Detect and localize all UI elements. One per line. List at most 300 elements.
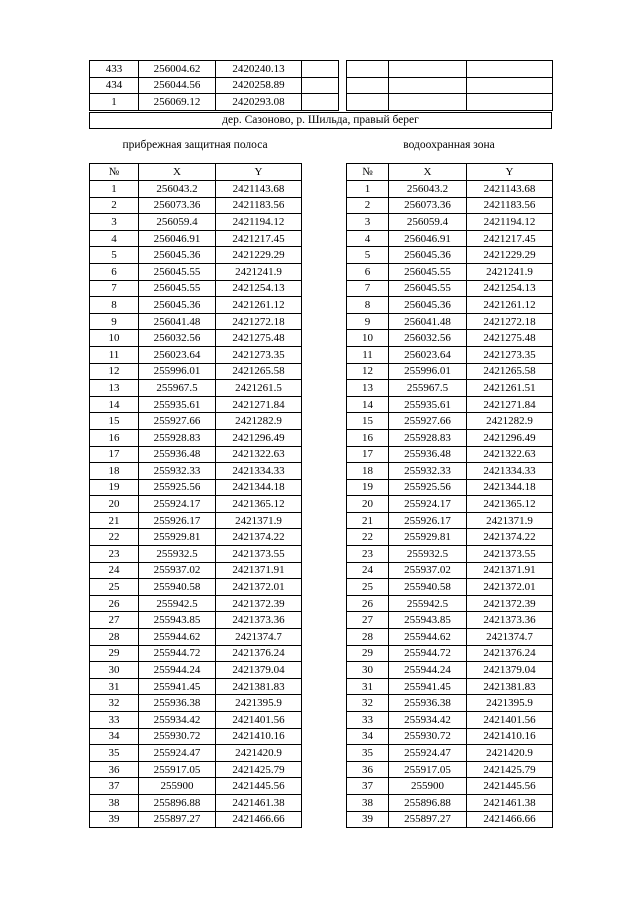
point-number-cell: 39: [90, 811, 139, 828]
x-coordinate-cell: 256041.48: [389, 313, 467, 330]
point-number-cell: 19: [90, 479, 139, 496]
x-coordinate-cell: 255928.83: [139, 429, 216, 446]
y-coordinate-cell: 2421401.56: [216, 712, 302, 729]
y-coordinate-cell: 2421261.12: [467, 297, 553, 314]
table-row: [347, 214, 553, 231]
y-coordinate-cell: 2421420.9: [467, 745, 553, 762]
x-coordinate-cell: 255924.47: [389, 745, 467, 762]
point-number-cell: 15: [347, 413, 389, 430]
x-coordinate-cell: 255928.83: [389, 429, 467, 446]
table-row: [90, 77, 339, 94]
x-coordinate-cell: 255926.17: [139, 512, 216, 529]
point-number-cell: 18: [347, 463, 389, 480]
empty-cell: [467, 61, 553, 78]
table-row: [347, 728, 553, 745]
point-number-cell: 20: [90, 496, 139, 513]
x-coordinate-cell: 255929.81: [139, 529, 216, 546]
point-number-cell: 26: [347, 595, 389, 612]
table-row: [90, 745, 302, 762]
y-coordinate-cell: 2421425.79: [216, 761, 302, 778]
empty-cell: [389, 94, 467, 111]
point-number-cell: 10: [347, 330, 389, 347]
point-number-cell: 17: [347, 446, 389, 463]
x-coordinate-cell: 256023.64: [139, 346, 216, 363]
x-coordinate-cell: 255934.42: [389, 712, 467, 729]
table-row: [347, 429, 553, 446]
y-coordinate-cell: 2421322.63: [216, 446, 302, 463]
point-number-cell: 16: [90, 429, 139, 446]
table-row: [90, 313, 302, 330]
table-row: [347, 463, 553, 480]
x-coordinate-cell: 256043.2: [389, 181, 467, 198]
x-coordinate-cell: 255942.5: [139, 595, 216, 612]
y-coordinate-cell: 2420293.08: [216, 94, 302, 111]
point-number-cell: 39: [347, 811, 389, 828]
x-coordinate-cell: 255936.48: [139, 446, 216, 463]
y-coordinate-cell: 2421282.9: [216, 413, 302, 430]
y-coordinate-cell: 2421322.63: [467, 446, 553, 463]
y-coordinate-cell: 2421365.12: [216, 496, 302, 513]
x-coordinate-cell: 255917.05: [389, 761, 467, 778]
x-coordinate-cell: 255932.33: [389, 463, 467, 480]
y-coordinate-cell: 2421194.12: [467, 214, 553, 231]
table-row: [90, 61, 339, 78]
table-row: [90, 247, 302, 264]
point-number-cell: 5: [90, 247, 139, 264]
point-number-cell: 10: [90, 330, 139, 347]
y-coordinate-cell: 2421410.16: [467, 728, 553, 745]
y-coordinate-cell: 2421410.16: [216, 728, 302, 745]
point-number-cell: 29: [90, 645, 139, 662]
table-row: [90, 197, 302, 214]
y-coordinate-cell: 2421381.83: [467, 678, 553, 695]
table-row: [347, 695, 553, 712]
y-coordinate-cell: 2421273.35: [467, 346, 553, 363]
y-coordinate-cell: 2421296.49: [467, 429, 553, 446]
table-row: [347, 761, 553, 778]
y-coordinate-cell: 2421420.9: [216, 745, 302, 762]
point-number-cell: 15: [90, 413, 139, 430]
point-number-cell: 35: [347, 745, 389, 762]
y-coordinate-cell: 2421143.68: [216, 181, 302, 198]
table-row: [90, 629, 302, 646]
point-number-cell: 25: [347, 579, 389, 596]
y-coordinate-cell: 2421373.55: [216, 546, 302, 563]
table-row: [90, 330, 302, 347]
y-coordinate-cell: 2421254.13: [216, 280, 302, 297]
table-row: [347, 479, 553, 496]
point-number-cell: 33: [347, 712, 389, 729]
table-row: [90, 728, 302, 745]
x-coordinate-cell: 255925.56: [389, 479, 467, 496]
top-left-table: [89, 60, 339, 111]
table-row: [90, 363, 302, 380]
y-coordinate-cell: 2421217.45: [467, 230, 553, 247]
point-number-cell: 14: [90, 396, 139, 413]
point-number-cell: 28: [90, 629, 139, 646]
point-number-cell: 18: [90, 463, 139, 480]
x-coordinate-cell: 255900: [389, 778, 467, 795]
y-coordinate-cell: 2421229.29: [216, 247, 302, 264]
point-number-cell: 16: [347, 429, 389, 446]
empty-cell: [467, 77, 553, 94]
water-protection-zone-table: [346, 163, 553, 828]
point-number-cell: 8: [90, 297, 139, 314]
x-coordinate-cell: 255944.62: [139, 629, 216, 646]
x-coordinate-cell: 255924.17: [389, 496, 467, 513]
left-header-row: [90, 164, 302, 181]
table-row: [347, 811, 553, 828]
table-row: [90, 280, 302, 297]
x-coordinate-cell: 255937.02: [139, 562, 216, 579]
x-coordinate-cell: 255941.45: [389, 678, 467, 695]
y-coordinate-cell: 2421381.83: [216, 678, 302, 695]
table-row: [347, 546, 553, 563]
table-row: [90, 396, 302, 413]
y-coordinate-cell: 2421275.48: [216, 330, 302, 347]
point-number-cell: 11: [90, 346, 139, 363]
y-coordinate-cell: 2421271.84: [216, 396, 302, 413]
point-number-cell: 23: [90, 546, 139, 563]
x-coordinate-cell: 256004.62: [139, 61, 216, 78]
y-coordinate-cell: 2421344.18: [467, 479, 553, 496]
empty-cell: [389, 77, 467, 94]
y-coordinate-cell: 2420258.89: [216, 77, 302, 94]
point-number-cell: 13: [347, 380, 389, 397]
table-row: [90, 346, 302, 363]
y-coordinate-cell: 2421374.22: [216, 529, 302, 546]
y-coordinate-cell: 2420240.13: [216, 61, 302, 78]
empty-cell: [347, 77, 389, 94]
x-coordinate-cell: 255934.42: [139, 712, 216, 729]
x-coordinate-cell: 255940.58: [389, 579, 467, 596]
x-coordinate-cell: 255927.66: [139, 413, 216, 430]
y-coordinate-cell: 2421265.58: [216, 363, 302, 380]
x-coordinate-cell: 256045.36: [389, 247, 467, 264]
col-x-header: X: [389, 164, 467, 181]
col-number-header: №: [90, 164, 139, 181]
table-row: [347, 678, 553, 695]
y-coordinate-cell: 2421401.56: [467, 712, 553, 729]
y-coordinate-cell: 2421261.51: [467, 380, 553, 397]
table-row: [90, 380, 302, 397]
y-coordinate-cell: 2421334.33: [467, 463, 553, 480]
y-coordinate-cell: 2421376.24: [216, 645, 302, 662]
y-coordinate-cell: 2421272.18: [216, 313, 302, 330]
empty-cell: [302, 94, 339, 111]
y-coordinate-cell: 2421395.9: [467, 695, 553, 712]
point-number-cell: 9: [347, 313, 389, 330]
y-coordinate-cell: 2421372.39: [216, 595, 302, 612]
table-row: [90, 413, 302, 430]
point-number-cell: 8: [347, 297, 389, 314]
point-number-cell: 434: [90, 77, 139, 94]
table-row: [90, 463, 302, 480]
coastal-strip-table: [89, 163, 302, 828]
table-row: [90, 479, 302, 496]
table-row: [90, 761, 302, 778]
table-row: [347, 346, 553, 363]
table-row: [90, 94, 339, 111]
x-coordinate-cell: 255897.27: [139, 811, 216, 828]
x-coordinate-cell: 256073.36: [389, 197, 467, 214]
point-number-cell: 32: [90, 695, 139, 712]
x-coordinate-cell: 255935.61: [139, 396, 216, 413]
col-y-header: Y: [216, 164, 302, 181]
table-row: [347, 562, 553, 579]
x-coordinate-cell: 255941.45: [139, 678, 216, 695]
point-number-cell: 27: [90, 612, 139, 629]
y-coordinate-cell: 2421379.04: [467, 662, 553, 679]
table-row: [90, 794, 302, 811]
point-number-cell: 36: [90, 761, 139, 778]
table-row: [90, 230, 302, 247]
x-coordinate-cell: 256045.55: [389, 263, 467, 280]
table-row: [90, 297, 302, 314]
table-row: [90, 529, 302, 546]
empty-cell: [347, 94, 389, 111]
col-x-header: X: [139, 164, 216, 181]
x-coordinate-cell: 256045.36: [139, 297, 216, 314]
y-coordinate-cell: 2421365.12: [467, 496, 553, 513]
table-row: [347, 77, 553, 94]
y-coordinate-cell: 2421461.38: [216, 794, 302, 811]
table-row: [347, 396, 553, 413]
y-coordinate-cell: 2421371.91: [216, 562, 302, 579]
x-coordinate-cell: 256045.55: [139, 280, 216, 297]
y-coordinate-cell: 2421374.22: [467, 529, 553, 546]
y-coordinate-cell: 2421461.38: [467, 794, 553, 811]
point-number-cell: 34: [90, 728, 139, 745]
y-coordinate-cell: 2421371.9: [467, 512, 553, 529]
x-coordinate-cell: 255924.17: [139, 496, 216, 513]
point-number-cell: 30: [347, 662, 389, 679]
table-row: [90, 512, 302, 529]
point-number-cell: 21: [347, 512, 389, 529]
point-number-cell: 433: [90, 61, 139, 78]
x-coordinate-cell: 255967.5: [139, 380, 216, 397]
x-coordinate-cell: 255929.81: [389, 529, 467, 546]
right-section-title: водоохранная зона: [403, 139, 495, 151]
table-row: [90, 496, 302, 513]
y-coordinate-cell: 2421229.29: [467, 247, 553, 264]
x-coordinate-cell: 255942.5: [389, 595, 467, 612]
point-number-cell: 4: [90, 230, 139, 247]
point-number-cell: 31: [90, 678, 139, 695]
x-coordinate-cell: 256044.56: [139, 77, 216, 94]
col-number-header: №: [347, 164, 389, 181]
x-coordinate-cell: 255943.85: [139, 612, 216, 629]
table-row: [347, 446, 553, 463]
x-coordinate-cell: 255944.62: [389, 629, 467, 646]
point-number-cell: 22: [347, 529, 389, 546]
x-coordinate-cell: 255943.85: [389, 612, 467, 629]
table-row: [90, 712, 302, 729]
point-number-cell: 24: [347, 562, 389, 579]
x-coordinate-cell: 256045.36: [389, 297, 467, 314]
table-row: [347, 330, 553, 347]
x-coordinate-cell: 255944.72: [139, 645, 216, 662]
x-coordinate-cell: 255936.38: [139, 695, 216, 712]
point-number-cell: 37: [90, 778, 139, 795]
point-number-cell: 12: [347, 363, 389, 380]
y-coordinate-cell: 2421371.91: [467, 562, 553, 579]
x-coordinate-cell: 255996.01: [389, 363, 467, 380]
table-row: [90, 214, 302, 231]
table-row: [90, 446, 302, 463]
table-row: [347, 595, 553, 612]
y-coordinate-cell: 2421334.33: [216, 463, 302, 480]
y-coordinate-cell: 2421374.7: [216, 629, 302, 646]
x-coordinate-cell: 256023.64: [389, 346, 467, 363]
y-coordinate-cell: 2421373.36: [467, 612, 553, 629]
point-number-cell: 4: [347, 230, 389, 247]
point-number-cell: 32: [347, 695, 389, 712]
x-coordinate-cell: 256059.4: [139, 214, 216, 231]
table-row: [347, 197, 553, 214]
table-row: [90, 695, 302, 712]
table-row: [347, 794, 553, 811]
x-coordinate-cell: 256059.4: [389, 214, 467, 231]
point-number-cell: 24: [90, 562, 139, 579]
point-number-cell: 38: [90, 794, 139, 811]
col-y-header: Y: [467, 164, 553, 181]
empty-cell: [389, 61, 467, 78]
point-number-cell: 2: [347, 197, 389, 214]
point-number-cell: 20: [347, 496, 389, 513]
table-row: [347, 263, 553, 280]
point-number-cell: 35: [90, 745, 139, 762]
point-number-cell: 2: [90, 197, 139, 214]
x-coordinate-cell: 255897.27: [389, 811, 467, 828]
x-coordinate-cell: 255932.5: [139, 546, 216, 563]
x-coordinate-cell: 256045.55: [389, 280, 467, 297]
table-row: [347, 413, 553, 430]
table-row: [347, 778, 553, 795]
y-coordinate-cell: 2421271.84: [467, 396, 553, 413]
point-number-cell: 9: [90, 313, 139, 330]
x-coordinate-cell: 255944.24: [389, 662, 467, 679]
point-number-cell: 3: [90, 214, 139, 231]
table-row: [90, 263, 302, 280]
table-row: [347, 712, 553, 729]
point-number-cell: 14: [347, 396, 389, 413]
empty-cell: [467, 94, 553, 111]
table-row: [90, 562, 302, 579]
y-coordinate-cell: 2421275.48: [467, 330, 553, 347]
y-coordinate-cell: 2421217.45: [216, 230, 302, 247]
point-number-cell: 22: [90, 529, 139, 546]
table-row: [90, 579, 302, 596]
point-number-cell: 13: [90, 380, 139, 397]
x-coordinate-cell: 255896.88: [139, 794, 216, 811]
point-number-cell: 31: [347, 678, 389, 695]
point-number-cell: 7: [347, 280, 389, 297]
point-number-cell: 25: [90, 579, 139, 596]
table-row: [347, 313, 553, 330]
x-coordinate-cell: 256046.91: [139, 230, 216, 247]
x-coordinate-cell: 255932.33: [139, 463, 216, 480]
table-row: [90, 811, 302, 828]
point-number-cell: 19: [347, 479, 389, 496]
table-row: [347, 297, 553, 314]
table-row: [90, 778, 302, 795]
table-row: [347, 380, 553, 397]
x-coordinate-cell: 255900: [139, 778, 216, 795]
point-number-cell: 3: [347, 214, 389, 231]
table-row: [90, 429, 302, 446]
table-row: [347, 247, 553, 264]
point-number-cell: 6: [347, 263, 389, 280]
x-coordinate-cell: 256045.55: [139, 263, 216, 280]
y-coordinate-cell: 2421466.66: [216, 811, 302, 828]
point-number-cell: 37: [347, 778, 389, 795]
table-row: [347, 579, 553, 596]
table-row: [90, 181, 302, 198]
point-number-cell: 28: [347, 629, 389, 646]
x-coordinate-cell: 256043.2: [139, 181, 216, 198]
y-coordinate-cell: 2421373.55: [467, 546, 553, 563]
y-coordinate-cell: 2421282.9: [467, 413, 553, 430]
x-coordinate-cell: 256041.48: [139, 313, 216, 330]
x-coordinate-cell: 256032.56: [389, 330, 467, 347]
y-coordinate-cell: 2421376.24: [467, 645, 553, 662]
table-row: [90, 612, 302, 629]
x-coordinate-cell: 255927.66: [389, 413, 467, 430]
table-row: [347, 61, 553, 78]
y-coordinate-cell: 2421395.9: [216, 695, 302, 712]
y-coordinate-cell: 2421425.79: [467, 761, 553, 778]
point-number-cell: 30: [90, 662, 139, 679]
point-number-cell: 7: [90, 280, 139, 297]
table-row: [347, 512, 553, 529]
y-coordinate-cell: 2421344.18: [216, 479, 302, 496]
table-row: [347, 94, 553, 111]
table-row: [90, 662, 302, 679]
y-coordinate-cell: 2421265.58: [467, 363, 553, 380]
y-coordinate-cell: 2421261.12: [216, 297, 302, 314]
table-row: [90, 645, 302, 662]
table-row: [347, 662, 553, 679]
x-coordinate-cell: 255937.02: [389, 562, 467, 579]
x-coordinate-cell: 256045.36: [139, 247, 216, 264]
point-number-cell: 6: [90, 263, 139, 280]
table-row: [347, 529, 553, 546]
empty-cell: [347, 61, 389, 78]
x-coordinate-cell: 256069.12: [139, 94, 216, 111]
point-number-cell: 36: [347, 761, 389, 778]
y-coordinate-cell: 2421241.9: [216, 263, 302, 280]
x-coordinate-cell: 256046.91: [389, 230, 467, 247]
table-row: [347, 496, 553, 513]
x-coordinate-cell: 255944.24: [139, 662, 216, 679]
point-number-cell: 21: [90, 512, 139, 529]
table-row: [347, 280, 553, 297]
x-coordinate-cell: 256032.56: [139, 330, 216, 347]
settlement-banner: дер. Сазоново, р. Шильда, правый берег: [89, 112, 552, 129]
y-coordinate-cell: 2421466.66: [467, 811, 553, 828]
point-number-cell: 38: [347, 794, 389, 811]
y-coordinate-cell: 2421296.49: [216, 429, 302, 446]
y-coordinate-cell: 2421183.56: [467, 197, 553, 214]
table-row: [347, 181, 553, 198]
y-coordinate-cell: 2421379.04: [216, 662, 302, 679]
point-number-cell: 12: [90, 363, 139, 380]
table-row: [347, 363, 553, 380]
x-coordinate-cell: 255932.5: [389, 546, 467, 563]
table-row: [347, 629, 553, 646]
table-row: [347, 612, 553, 629]
